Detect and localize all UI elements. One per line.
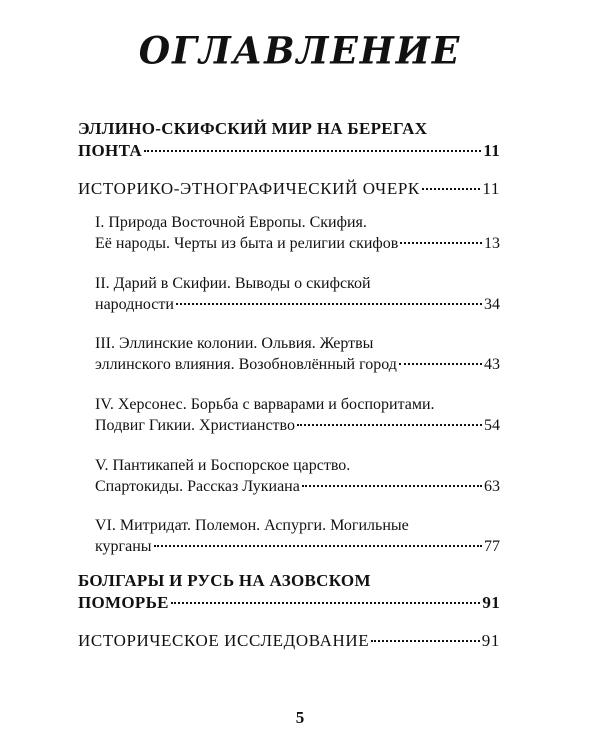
- toc-entry-text-line1: I. Природа Восточной Европы. Скифия.: [95, 214, 367, 231]
- toc-entry-text-line1: III. Эллинские колонии. Ольвия. Жертвы: [95, 335, 374, 352]
- toc-entry-text-line2: ПОМОРЬЕ: [78, 593, 169, 612]
- toc-page-number: 11: [482, 179, 500, 198]
- dot-leader: [302, 484, 482, 487]
- toc-entry-text-line2: народности: [95, 296, 174, 313]
- dot-leader: [400, 241, 482, 244]
- toc-entry-chapter-4[interactable]: [95, 394, 500, 436]
- dot-leader: [371, 639, 480, 642]
- toc-entry-text-line2: Спартокиды. Рассказ Лукиана: [95, 478, 300, 495]
- toc-entry-part-1[interactable]: [78, 118, 500, 162]
- toc-page-number: 34: [484, 296, 500, 313]
- toc-entry-text-line1: БОЛГАРЫ И РУСЬ НА АЗОВСКОМ: [78, 571, 371, 590]
- toc-entry-text-line1: ЭЛЛИНО-СКИФСКИЙ МИР НА БЕРЕГАХ: [78, 119, 428, 138]
- toc-entry-text-line2: курганы: [95, 538, 152, 555]
- toc-page-number: 13: [484, 235, 500, 252]
- toc-entry-section-essay[interactable]: [78, 178, 500, 200]
- toc-entry-part-2[interactable]: [78, 570, 500, 614]
- toc-entry-text-line1: V. Пантикапей и Боспорское царство.: [95, 457, 351, 474]
- dot-leader: [176, 302, 482, 305]
- page-title: ОГЛАВЛЕНИЕ: [138, 28, 462, 74]
- toc-page-number: 63: [484, 478, 500, 495]
- dot-leader: [154, 544, 482, 547]
- toc-entry-chapter-2[interactable]: [95, 273, 500, 315]
- dot-leader: [171, 601, 481, 604]
- toc-entry-text-line1: ИСТОРИЧЕСКОЕ ИССЛЕДОВАНИЕ: [78, 631, 370, 650]
- toc-entry-text-line1: ИСТОРИКО-ЭТНОГРАФИЧЕСКИЙ ОЧЕРК: [78, 179, 420, 198]
- toc-page-number: 11: [483, 141, 500, 160]
- toc-page-number: 91: [482, 593, 500, 612]
- toc-entry-text-line2: Подвиг Гикии. Христианство: [95, 417, 295, 434]
- toc-entry-text-line2: ПОНТА: [78, 141, 142, 160]
- toc-entry-chapter-6[interactable]: [95, 515, 500, 557]
- toc-page-number: 91: [481, 631, 500, 650]
- toc-entry-section-research[interactable]: [78, 630, 500, 652]
- toc-entry-text-line1: II. Дарий в Скифии. Выводы о скифской: [95, 275, 371, 292]
- dot-leader: [144, 149, 481, 152]
- toc-entry-chapter-1[interactable]: [95, 212, 500, 254]
- toc-page-number: 77: [484, 538, 500, 555]
- toc-entry-chapter-5[interactable]: [95, 455, 500, 497]
- page-number: 5: [295, 708, 305, 727]
- dot-leader: [297, 423, 482, 426]
- toc-entry-text-line1: VI. Митридат. Полемон. Аспурги. Могильные: [95, 517, 409, 534]
- dot-leader: [422, 187, 481, 190]
- toc-entry-text-line2: эллинского влияния. Возобновлённый город: [95, 356, 397, 373]
- toc-entry-text-line1: IV. Херсонес. Борьба с варварами и боспоритами.: [95, 396, 435, 413]
- toc-page-number: 54: [484, 417, 500, 434]
- toc-entry-text-line2: Её народы. Черты из быта и религии скифов: [95, 235, 399, 252]
- dot-leader: [399, 362, 482, 365]
- toc-page-number: 43: [484, 356, 500, 373]
- toc-entry-chapter-3[interactable]: [95, 333, 500, 375]
